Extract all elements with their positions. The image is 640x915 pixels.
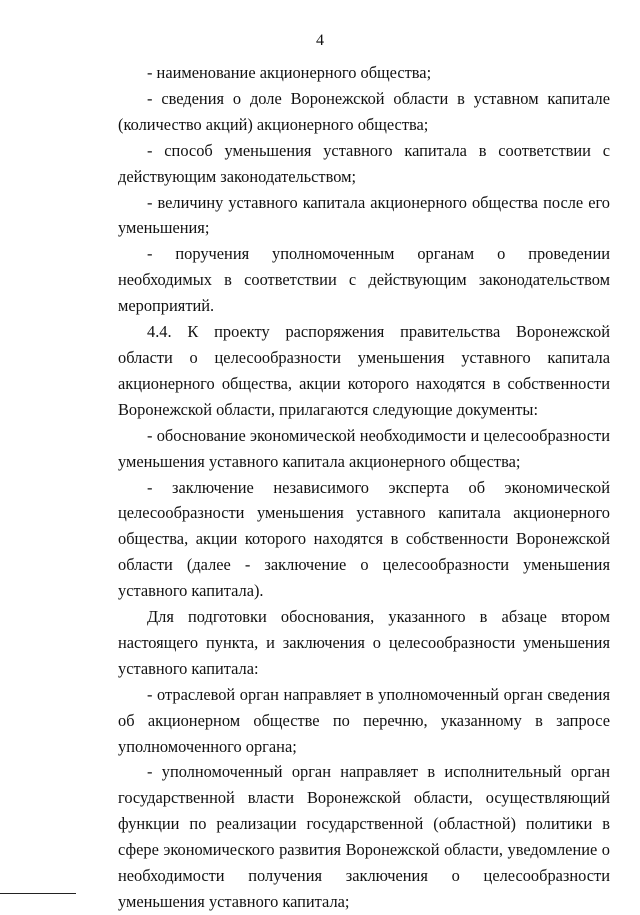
paragraph-capital-after: - величину уставного капитала акционерного общества после его уменьшения; <box>118 192 610 238</box>
paragraph-authorized-body: - уполномоченный орган направляет в исполнительный орган государственной власти Воронежской области, осуществляющий функции по реализации государственной (областной) политики в сфере экономического развития Воронежской области, уведомление о необходимости получения заключения о целесообразности уменьшения уставного капитала; <box>118 762 610 911</box>
paragraph-share-info: - сведения о доле Воронежской области в уставном капитале (количество акций) акционерного общества; <box>118 88 610 134</box>
paragraph-sector-body: - отраслевой орган направляет в уполномоченный орган сведения об акционерном обществе по перечню, указанному в запросе уполномоченного органа; <box>118 684 610 756</box>
footer-rule <box>0 893 76 894</box>
page-number: 4 <box>316 32 324 49</box>
paragraph-reduction-method: - способ уменьшения уставного капитала в соответствии с действующим законодательством; <box>118 140 610 186</box>
paragraph-company-name: - наименование акционерного общества; <box>147 63 432 82</box>
paragraph-justification: - обоснование экономической необходимости и целесообразности уменьшения уставного капитала акционерного общества; <box>118 425 610 471</box>
document-body <box>118 60 610 915</box>
paragraph-instructions: - поручения уполномоченным органам о проведении необходимых в соответствии с действующим законодательством мероприятий. <box>118 244 610 316</box>
paragraph-expert-conclusion: - заключение независимого эксперта об экономической целесообразности уменьшения уставного капитала акционерного общества, акции которого находятся в собственности Воронежской области (далее - заключение о целесообразности уменьшения уставного капитала). <box>118 477 610 601</box>
paragraph-preparation: Для подготовки обоснования, указанного в абзаце втором настоящего пункта, и заключения о целесообразности уменьшения уставного капитала: <box>118 607 610 678</box>
paragraph-section-4-4: 4.4. К проекту распоряжения правительства Воронежской области о целесообразности уменьшения уставного капитала акционерного общества, акции которого находятся в собственности Воронежской области, прилагаются следующие документы: <box>118 322 610 419</box>
